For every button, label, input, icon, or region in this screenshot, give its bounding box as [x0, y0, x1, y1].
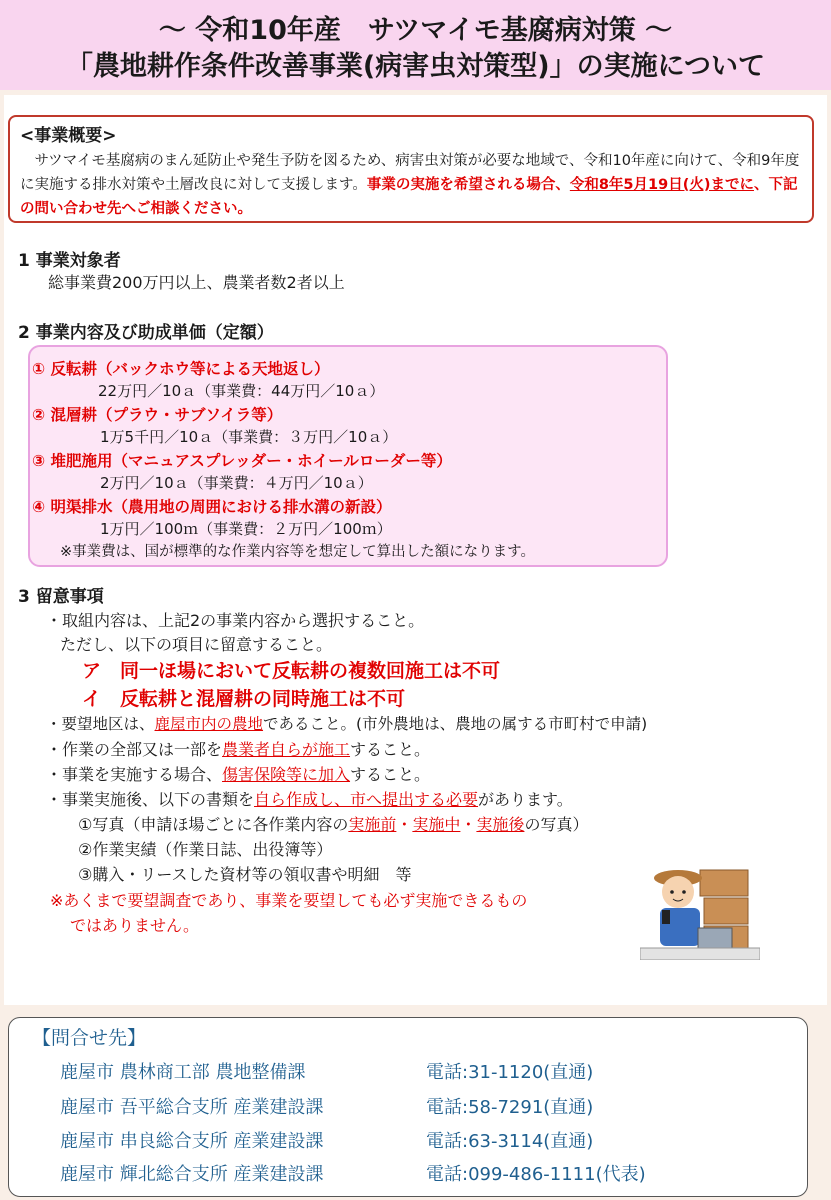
caution-line2: ではありません。 — [70, 916, 199, 935]
doc-text: ①写真（申請ほ場ごとに各作業内容の — [78, 815, 349, 834]
item-title: ③ 堆肥施用（マニュアスプレッダー・ホイールローダー等） — [32, 452, 452, 470]
note-emphasis: 自ら作成し、市へ提出する必要 — [254, 790, 479, 809]
note-emphasis: 傷害保険等に加入 — [222, 765, 351, 784]
item-title: ④ 明渠排水（農用地の周囲における排水溝の新設） — [32, 498, 392, 516]
note-emphasis: 鹿屋市内の農地 — [154, 715, 264, 733]
support-note: ※事業費は、国が標準的な作業内容等を想定して算出した額になります。 — [60, 544, 535, 560]
item-title: ① 反転耕（バックホウ等による天地返し） — [32, 360, 330, 378]
warning-a: ア 同一ほ場において反転耕の複数回施工は不可 — [82, 660, 501, 682]
item-price: 1万5千円／10ａ（事業費：３万円／10ａ） — [100, 428, 398, 446]
note-text: があります。 — [478, 790, 573, 809]
item-price: 22万円／10ａ（事業費：44万円／10ａ） — [98, 382, 385, 400]
contact-org: 鹿屋市 吾平総合支所 産業建設課 — [60, 1097, 324, 1118]
overview-body — [20, 149, 806, 221]
doc-emphasis: 実施中 — [412, 815, 461, 834]
contact-heading: 【問合せ先】 — [32, 1027, 147, 1049]
doc-work-record: ②作業実績（作業日誌、出役簿等） — [78, 840, 333, 859]
doc-separator: ・ — [396, 815, 413, 834]
phone-icon — [662, 910, 670, 924]
section1-body: 総事業費200万円以上、農業者数2者以上 — [48, 273, 345, 292]
caution-line1: ※あくまで要望調査であり、事業を要望しても必ず実施できるもの — [50, 891, 528, 910]
note-text: すること。 — [350, 765, 431, 784]
overview-heading: <事業概要> — [20, 126, 117, 146]
farmer-illustration — [640, 850, 760, 960]
box-icon — [700, 870, 748, 896]
warning-i: イ 反転耕と混層耕の同時施工は不可 — [82, 688, 406, 710]
desk-icon — [640, 948, 760, 960]
item-price: 1万円／100ｍ（事業費：２万円／100ｍ） — [100, 520, 392, 538]
notes-line2: ただし、以下の項目に留意すること。 — [60, 635, 333, 654]
note-area — [46, 712, 647, 734]
note-documents — [46, 787, 573, 810]
note-text: ・作業の全部又は一部を — [46, 740, 223, 759]
face-icon — [662, 876, 694, 908]
overview-deadline: 令和8年5月19日(火)までに — [569, 177, 754, 193]
note-text: ・事業実施後、以下の書類を — [46, 790, 255, 809]
note-text: ・要望地区は、 — [46, 715, 155, 733]
contact-org: 鹿屋市 輝北総合支所 産業建設課 — [60, 1164, 324, 1185]
item-title: ② 混層耕（プラウ・サブソイラ等） — [32, 406, 283, 424]
box-icon — [704, 898, 748, 924]
item-price: 2万円／10ａ（事業費：４万円／10ａ） — [100, 474, 373, 492]
note-insurance — [46, 762, 430, 785]
note-text: ・事業を実施する場合、 — [46, 765, 223, 784]
doc-text: の写真） — [524, 815, 589, 834]
laptop-icon — [698, 928, 732, 948]
note-text: すること。 — [350, 740, 431, 759]
overview-box — [8, 115, 814, 223]
doc-separator: ・ — [460, 815, 477, 834]
contact-phone[interactable]: 電話:58-7291(直通) — [426, 1097, 594, 1118]
page-title-line2: 「農地耕作条件改善事業(病害虫対策型)」の実施について — [65, 51, 766, 82]
doc-emphasis: 実施後 — [476, 815, 525, 834]
overview-request-2: 、下記の問い合わせ先へご相談ください。 — [20, 177, 798, 217]
contact-org: 鹿屋市 農林商工部 農地整備課 — [60, 1062, 306, 1083]
note-text: であること。(市外農地は、農地の属する市町村で申請) — [263, 715, 648, 733]
overview-text: サツマイモ基腐病のまん延防止や発生予防を図るため、病害虫対策が必要な地域で、令和10年産に向けて、令和9年度に実施する排水対策や土層改良に対して支援します。 — [20, 153, 800, 193]
section1-heading: 1 事業対象者 — [18, 251, 121, 271]
doc-photos — [78, 812, 588, 835]
overview-request-1: 事業の実施を希望される場合、 — [366, 177, 570, 193]
contact-phone[interactable]: 電話:099-486-1111(代表) — [426, 1164, 646, 1185]
note-emphasis: 農業者自らが施工 — [222, 740, 351, 759]
contact-org: 鹿屋市 串良総合支所 産業建設課 — [60, 1131, 324, 1152]
contact-phone[interactable]: 電話:31-1120(直通) — [426, 1062, 594, 1083]
section2-heading: 2 事業内容及び助成単価（定額） — [18, 323, 274, 343]
doc-emphasis: 実施前 — [348, 815, 397, 834]
section3-heading: 3 留意事項 — [18, 587, 104, 607]
notes-line1: ・取組内容は、上記2の事業内容から選択すること。 — [46, 611, 425, 630]
page-title-line1: ～ 令和10年産 サツマイモ基腐病対策 ～ — [158, 15, 673, 46]
note-selfwork — [46, 737, 430, 760]
doc-receipts: ③購入・リースした資材等の領収書や明細 等 — [78, 865, 412, 884]
contact-phone[interactable]: 電話:63-3114(直通) — [426, 1131, 594, 1152]
